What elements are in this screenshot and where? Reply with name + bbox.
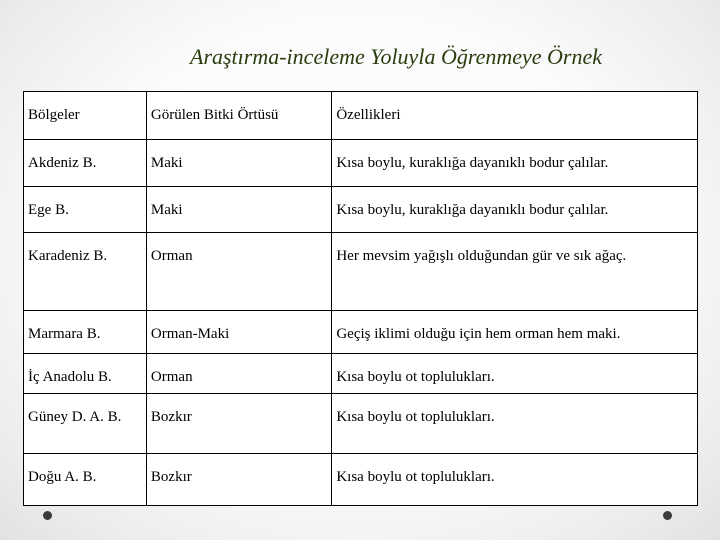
header-cell-features: Özellikleri (332, 92, 698, 140)
table-header-row (24, 92, 698, 140)
vegetation-cell: Bozkır (146, 394, 331, 454)
header-cell-regions: Bölgeler (24, 92, 147, 140)
features-cell: Kısa boylu ot toplulukları. (332, 354, 698, 394)
vegetation-cell: Orman (146, 354, 331, 394)
features-cell: Her mevsim yağışlı olduğundan gür ve sık ağaç. (332, 233, 698, 311)
region-cell: Ege B. (24, 187, 147, 233)
bottom-right-dot (663, 511, 672, 520)
features-cell: Kısa boylu ot toplulukları. (332, 454, 698, 506)
vegetation-cell: Orman-Maki (146, 311, 331, 354)
features-cell: Kısa boylu, kuraklığa dayanıklı bodur çalılar. (332, 140, 698, 187)
table-row (24, 311, 698, 354)
table-row (24, 354, 698, 394)
features-cell: Kısa boylu, kuraklığa dayanıklı bodur çalılar. (332, 187, 698, 233)
region-cell: Marmara B. (24, 311, 147, 354)
table-row (24, 187, 698, 233)
vegetation-table (23, 91, 698, 506)
slide-title: Araştırma-inceleme Yoluyla Öğrenmeye Örnek (190, 44, 602, 69)
vegetation-cell: Bozkır (146, 454, 331, 506)
vegetation-cell: Orman (146, 233, 331, 311)
region-cell: İç Anadolu B. (24, 354, 147, 394)
region-cell: Karadeniz B. (24, 233, 147, 311)
bottom-left-dot (43, 511, 52, 520)
features-cell: Geçiş iklimi olduğu için hem orman hem maki. (332, 311, 698, 354)
vegetation-cell: Maki (146, 140, 331, 187)
table-row (24, 140, 698, 187)
region-cell: Akdeniz B. (24, 140, 147, 187)
region-cell: Güney D. A. B. (24, 394, 147, 454)
features-cell: Kısa boylu ot toplulukları. (332, 394, 698, 454)
table-row (24, 454, 698, 506)
table-row (24, 233, 698, 311)
header-cell-vegetation: Görülen Bitki Örtüsü (146, 92, 331, 140)
table-row (24, 394, 698, 454)
vegetation-cell: Maki (146, 187, 331, 233)
region-cell: Doğu A. B. (24, 454, 147, 506)
